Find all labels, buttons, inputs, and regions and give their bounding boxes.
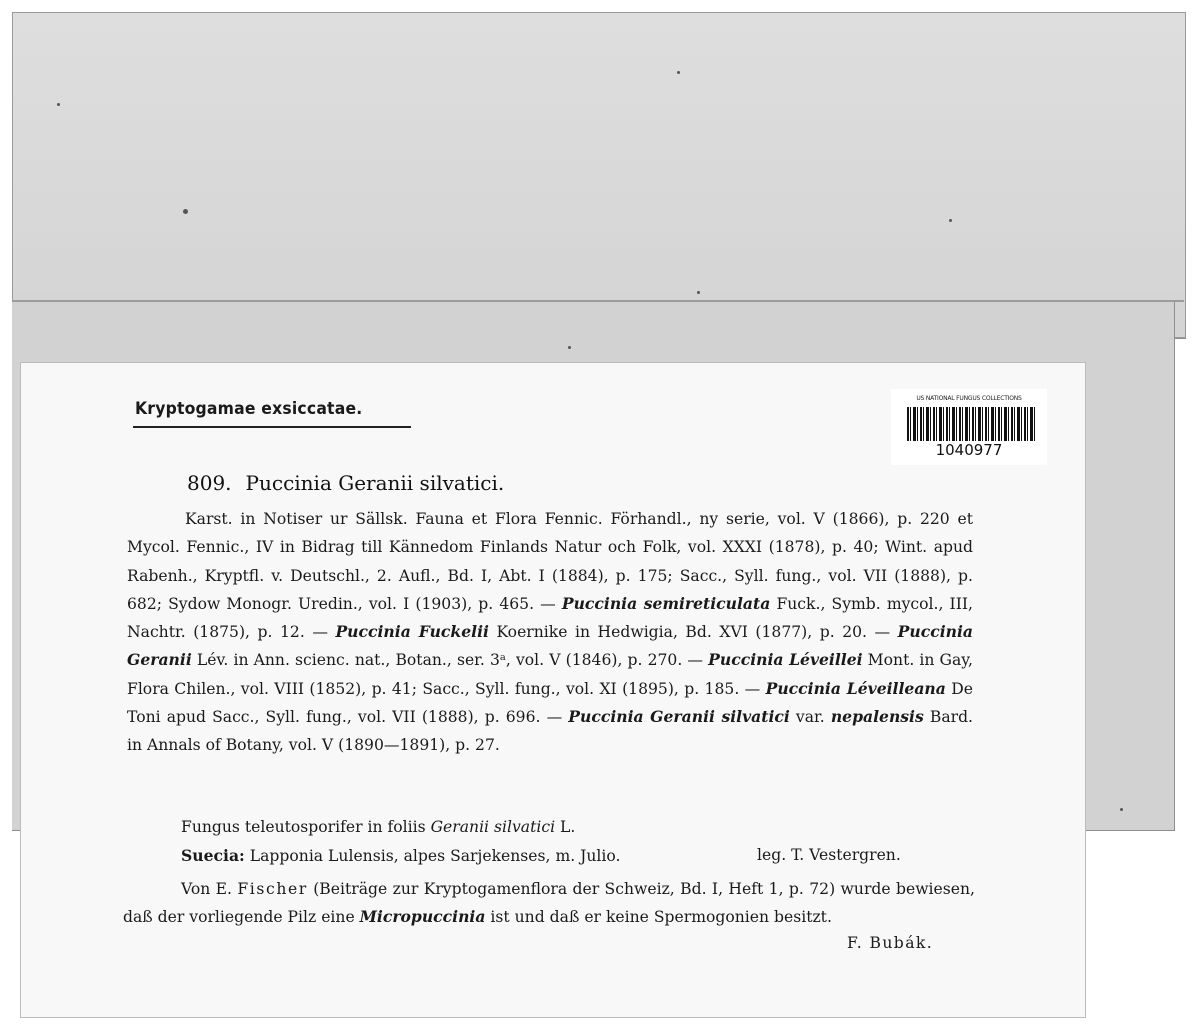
barcode-bars-icon [907, 407, 1035, 441]
references-paragraph [127, 505, 973, 760]
text-run: Von E. [181, 880, 238, 898]
paper-speck [57, 103, 60, 106]
note-paragraph [123, 875, 975, 931]
taxon-name: Puccinia Geranii silvatici [568, 707, 790, 727]
text-run: (Beiträge zur Kryptogamenflora der Schweiz, Bd. I, Heft 1, p. 72) wurde bewiesen, daß der vorliegende Pilz eine [123, 880, 976, 926]
barcode-label [891, 389, 1047, 465]
paper-speck [568, 346, 571, 349]
taxon-name: Puccinia Léveilleana [765, 678, 946, 698]
fungus-line-suffix: L. [555, 818, 576, 836]
locality-region: Suecia: [181, 846, 245, 865]
taxon-name: Micropuccinia [359, 907, 486, 926]
paper-speck [183, 209, 188, 214]
specimen-packet-flap [12, 12, 1186, 338]
text-run: Mont. in Gay, Flora Chilen., vol. VIII (1852), p. 41; Sacc., Syll. fung., vol. XI (1895), p. 185. — [127, 651, 973, 698]
series-title: Kryptogamae exsiccatae. [135, 399, 363, 419]
author-name: Fischer [237, 880, 308, 898]
barcode-number: 1040977 [935, 441, 1003, 459]
locality-text: Lapponia Lulensis, alpes Sarjekenses, m. Julio. [244, 847, 621, 865]
taxon-name: Puccinia semireticulata [561, 593, 771, 613]
host-name: Geranii silvatici [430, 818, 556, 836]
specimen-label [20, 362, 1086, 1018]
text-run: Karst. in Notiser ur Sällsk. Fauna et Flora Fennic. Förhandl., ny serie, vol. V (1866), p. 220 et Mycol. Fennic., IV in Bidrag till Kännedom Finlands Natur och Folk, vol. XXXI (1878), p. 40; Wint. apud Rabenh., Kryptfl. v. Deutschl., 2. Aufl., Bd. I, Abt. I (1884), p. 175; Sacc., Syll. fung., vol. VII (1888), p. 682; Sydow Monogr. Uredin., vol. I (1903), p. 465. — [127, 510, 973, 613]
paper-speck [949, 219, 952, 222]
text-run: Fuck., Symb. mycol., III, Nachtr. (1875), p. 12. — [127, 594, 973, 642]
series-title-underline [133, 426, 411, 428]
taxon-name: Puccinia Fuckelii [335, 622, 489, 642]
text-run: var. [789, 708, 831, 727]
taxon-name: Puccinia Léveillei [708, 650, 863, 670]
locality-line [181, 846, 620, 865]
paper-speck [697, 291, 700, 294]
text-run: Bard. in Annals of Botany, vol. V (1890—1891), p. 27. [127, 708, 974, 755]
specimen-number: 809. [187, 471, 232, 495]
specimen-name: Puccinia Geranii silvatici. [245, 471, 505, 495]
fungus-line [181, 818, 575, 836]
text-run: Koernike in Hedwigia, Bd. XVI (1877), p. 20. — [488, 623, 898, 642]
paper-speck [1120, 808, 1123, 811]
fungus-line-prefix: Fungus teleutosporifer in foliis [181, 818, 431, 836]
specimen-title [187, 471, 504, 495]
collector: leg. T. Vestergren. [757, 846, 901, 864]
paper-speck [677, 71, 680, 74]
taxon-name: Puccinia Geranii [127, 622, 973, 670]
text-run: ist und daß er keine Spermogonien besitzt. [485, 908, 832, 926]
barcode-institution: US NATIONAL FUNGUS COLLECTIONS [916, 395, 1022, 402]
text-run: Lév. in Ann. scienc. nat., Botan., ser. 3ᵃ, vol. V (1846), p. 270. — [191, 651, 709, 670]
taxon-name: nepalensis [830, 707, 924, 727]
author-signature: F. Bubák. [847, 934, 934, 952]
text-run: De Toni apud Sacc., Syll. fung., vol. VII (1888), p. 696. — [127, 679, 973, 727]
